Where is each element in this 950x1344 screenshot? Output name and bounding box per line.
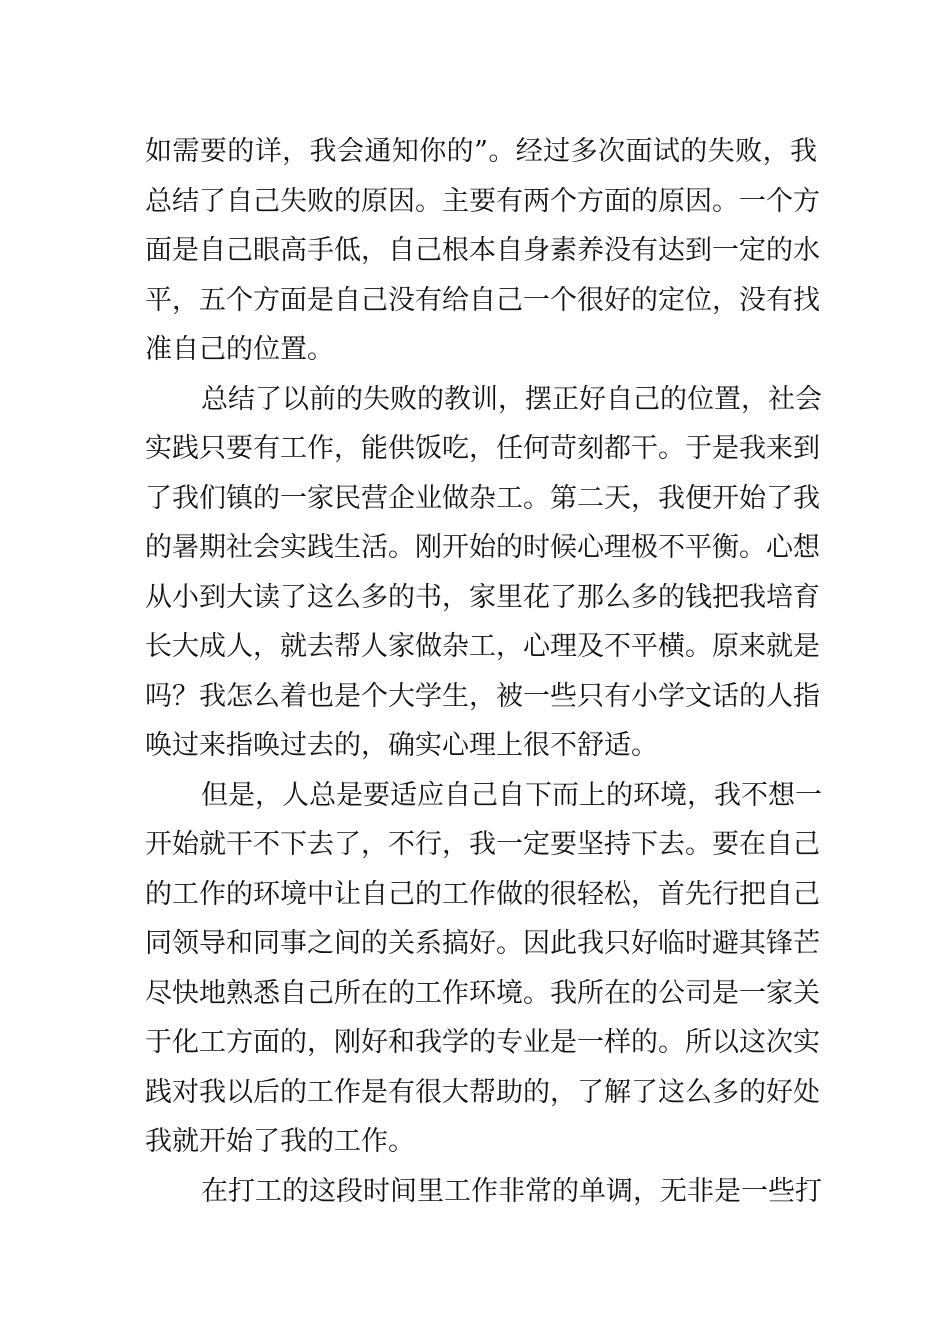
text-line: 总结了以前的失败的教训，摆正好自己的位置，社会 [201, 383, 822, 415]
text-line: 唤过来指唤过去的，确实心理上很不舒适。 [145, 730, 658, 761]
text-line: 的工作的环境中让自己的工作做的很轻松，首先行把自己 [145, 878, 820, 910]
text-line: 于化工方面的，刚好和我学的专业是一样的。所以这次实 [145, 1027, 820, 1058]
text-line: 如需要的详，我会通知你的”。经过多次面试的失败，我 [145, 136, 817, 167]
text-line: 的暑期社会实践生活。刚开始的时候心理极不平衡。心想 [145, 532, 820, 563]
text-line: 平，五个方面是自己没有给自己一个很好的定位，没有找 [145, 284, 820, 316]
text-line: 尽快地熟悉自己所在的工作环境。我所在的公司是一家关 [145, 977, 820, 1009]
text-line: 但是，人总是要适应自己自下而上的环境，我不想一 [201, 779, 822, 811]
text-line: 在打工的这段时间里工作非常的单调，无非是一些打 [201, 1175, 822, 1207]
text-line: 了我们镇的一家民营企业做杂工。第二天，我便开始了我 [145, 482, 820, 514]
text-line: 准自己的位置。 [145, 334, 334, 365]
text-line: 吗？我怎么着也是个大学生，被一些只有小学文话的人指 [145, 680, 820, 712]
text-line: 长大成人，就去帮人家做杂工，心理及不平横。原来就是 [145, 631, 820, 662]
text-line: 践对我以后的工作是有很大帮助的，了解了这么多的好处 [145, 1076, 820, 1108]
text-line: 我就开始了我的工作。 [145, 1126, 415, 1157]
text-line: 同领导和同事之间的关系搞好。因此我只好临时避其锋芒 [145, 928, 820, 959]
text-line: 开始就干不下去了，不行，我一定要坚持下去。要在自己 [145, 829, 820, 860]
text-line: 面是自己眼高手低，自己根本自身素养没有达到一定的水 [145, 235, 820, 266]
body-text [145, 127, 822, 1216]
text-line: 实践只要有工作，能供饭吃，任何苛刻都干。于是我来到 [145, 433, 820, 464]
text-line: 总结了自己失败的原因。主要有两个方面的原因。一个方 [145, 185, 820, 217]
text-line: 从小到大读了这么多的书，家里花了那么多的钱把我培育 [145, 581, 820, 613]
